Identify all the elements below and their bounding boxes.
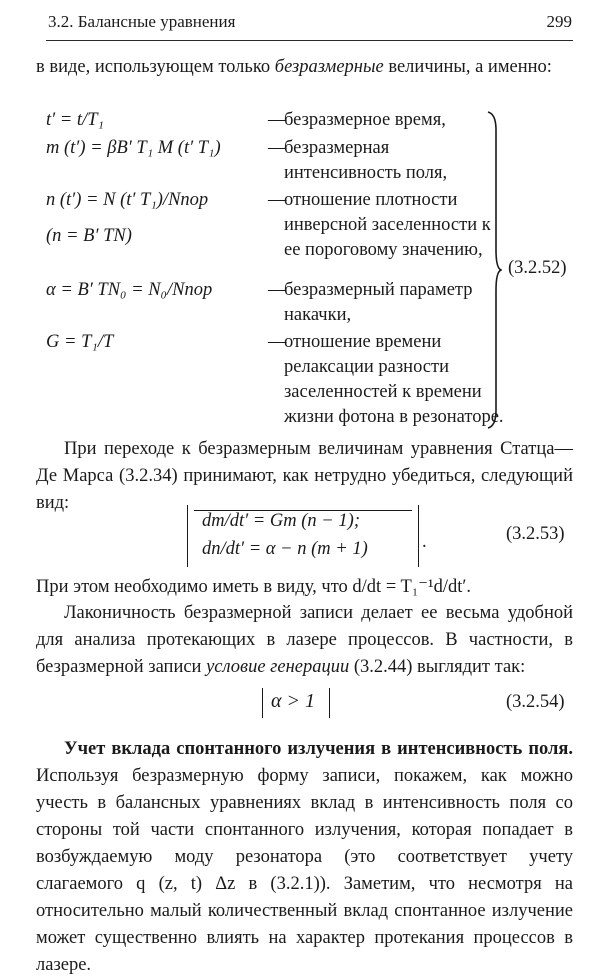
definition-description: безразмерное время, xyxy=(284,110,446,130)
definition-formula: G = T₁/T xyxy=(46,332,114,352)
laconic-paragraph: Лаконичность безразмерной записи делает ее весьма удобной для анализа протекающих в лазере процессов. В частности, в безразмерной записи условие генерации (3.2.44) выглядит так: xyxy=(36,603,573,677)
definition-formula: (n = B′ TN) xyxy=(46,226,132,246)
equation-line-dm: dm/dt′ = Gm (n − 1); xyxy=(202,511,360,531)
equation-system-box xyxy=(187,505,419,567)
note-paragraph: При этом необходимо иметь в виду, что d/dt = T₁⁻¹d/dt′. xyxy=(36,577,472,597)
equation-period: . xyxy=(422,532,427,552)
definition-formula: n (t′) = N (t′ T₁)/Nпор xyxy=(46,190,209,210)
equation-line-dn: dn/dt′ = α − n (m + 1) xyxy=(202,539,368,559)
spontaneous-emission-paragraph: Учет вклада спонтанного излучения в интенсивность поля. Используя безразмерную форму записи, покажем, как можно учесть в балансных уравнениях вклад в интенсивность поля со стороны той части спонтанного излучения, которая попадает в возбуждаемую моду резонатора (это соответствует учету слагаемого q (z, t) Δz в (3.2.1)). Заметим, что несмотря на относительно малый количественный вклад спонтанное излучение может существенно влиять на характер протекания процессов в лазере. xyxy=(36,739,573,975)
emphasis-generation-condition: условие генерации xyxy=(206,657,350,677)
definition-formula: m (t′) = βB′ T₁ M (t′ T₁) xyxy=(46,138,221,158)
transition-paragraph: При переходе к безразмерным величинам уравнения Статца—Де Марса (3.2.34) принимают, как нетрудно убедиться, следующий вид: xyxy=(36,439,573,513)
condition-box xyxy=(262,688,330,718)
intro-paragraph: в виде, использующем только безразмерные величины, а именно: xyxy=(36,57,552,77)
page-number: 299 xyxy=(546,12,572,31)
emphasis-dimensionless: безразмерные xyxy=(274,57,384,77)
definition-description: отношение времени релаксации разности заселенностей к времени жизни фотона в резонаторе. xyxy=(284,332,504,427)
running-head-section: 3.2. Балансные уравнения xyxy=(48,12,236,31)
condition-formula: α > 1 xyxy=(271,690,315,712)
section-run-in-heading: Учет вклада спонтанного излучения в интенсивность поля. xyxy=(64,739,573,759)
equation-number-3-2-53: (3.2.53) xyxy=(506,524,565,544)
definition-formula: t′ = t/T₁ xyxy=(46,110,104,130)
definition-formula: α = B′ TN₀ = N₀/Nпор xyxy=(46,280,213,300)
right-brace xyxy=(486,110,502,430)
definition-description: отношение плотности инверсной заселенности к ее пороговому значению, xyxy=(284,190,491,260)
header-rule xyxy=(46,40,573,41)
equation-number-3-2-54: (3.2.54) xyxy=(506,692,565,712)
definition-description: безразмерная интенсивность поля, xyxy=(284,138,448,183)
definition-description: безразмерный параметр накачки, xyxy=(284,280,473,325)
equation-number-3-2-52: (3.2.52) xyxy=(508,258,567,278)
book-page: 3.2. Балансные уравнения 299 в виде, использующем только безразмерные величины, а именно: t′ = t/T₁ — безразмерное время, m (t′) = βB′ T₁ M (t′ T₁) — безразмерная интенсивность поля, n (t′) = N (t′ T₁)/Nпор — отношение плотности инверсной заселенности к ее пороговому значению, (n = B′ TN) α = B′ TN₀ = N₀/Nпор — безразмерный параметр накачки, G = T₁/T — отношение времени релаксации разности заселенностей к времени жизни фотона в резонаторе. (3.2.52) При переходе к безразмерным величинам уравнения Статца—Де Марса (3.2.34) принимают, как нетрудно убедиться, следующий вид: dm/dt′ = Gm (n − 1); dn/dt′ = α − n (m + 1) . (3.2.53) При этом необходимо иметь в виду, что d/dt = T₁⁻¹d/dt′. Лаконичность безразмерной записи делает ее весьма удобной для анализа протекающих в лазере процессов. В частности, в безразмерной записи условие генерации (3.2.44) выглядит так: α > 1 (3.2.54) Учет вклада спонтанного излучения в интенсивность поля. Используя безразмерную форму записи, покажем, как можно учесть в балансных уравнениях вклад в интенсивность поля со стороны той части спонтанного излучения, которая попадает в возбуждаемую моду резонатора (это соответствует учету слагаемого q (z, t) Δz в (3.2.1)). Заметим, что несмотря на относительно малый количественный вклад спонтанное излучение может существенно влиять на характер протекания процессов в лазере. xyxy=(0,0,600,955)
